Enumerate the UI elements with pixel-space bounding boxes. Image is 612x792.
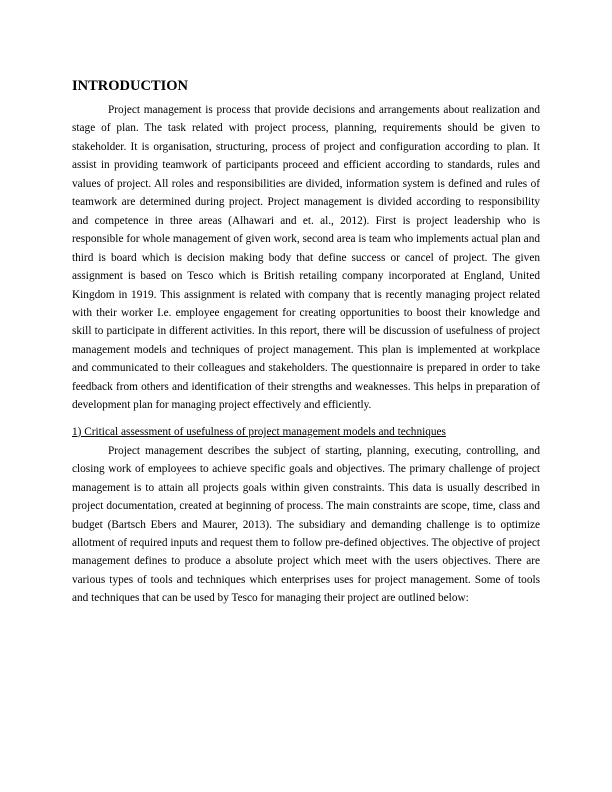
- introduction-paragraph: Project management is process that provide decisions and arrangements about realization and stage of plan. The task related with project process, planning, requirements should be given to stakeholder. It is organisation, structuring, process of project and configuration according to plan. It assist in providing teamwork of participants proceed and efficient according to standards, rules and values of project. All roles and responsibilities are divided, information system is defined and rules of teamwork are determined during project. Project management is divided according to responsibility and competence in three areas (Alhawari and et. al., 2012). First is project leadership who is responsible for whole management of given work, second area is team who implements actual plan and third is board which is decision making body that define success or cancel of project. The given assignment is based on Tesco which is British retailing company incorporated at England, United Kingdom in 1919. This assignment is related with company that is recently managing project related with their worker I.e. employee engagement for creating opportunities to boost their knowledge and skill to participate in different activities. In this report, there will be discussion of usefulness of project management models and techniques of project management. This plan is implemented at workplace and communicated to their colleagues and stakeholders. The questionnaire is prepared in order to take feedback from others and identification of their strengths and weaknesses. This helps in preparation of development plan for managing project effectively and efficiently.: [72, 104, 540, 412]
- document-page: [72, 77, 540, 608]
- section-1-paragraph: Project management describes the subject of starting, planning, executing, controlling, and closing work of employees to achieve specific goals and objectives. The primary challenge of project management is to attain all projects goals within given constraints. This data is usually described in project documentation, created at beginning of process. The main constraints are scope, time, class and budget (Bartsch Ebers and Maurer, 2013). The subsidiary and demanding challenge is to optimize allotment of required inputs and request them to follow pre-defined objectives. The objective of project management defines to produce a absolute project which meet with the users objectives. There are various types of tools and techniques which enterprises uses for project management. Some of tools and techniques that can be used by Tesco for managing their project are outlined below:: [72, 444, 540, 605]
- section-1-heading: 1) Critical assessment of usefulness of project management models and techniques: [72, 425, 446, 438]
- introduction-heading: INTRODUCTION: [72, 78, 189, 94]
